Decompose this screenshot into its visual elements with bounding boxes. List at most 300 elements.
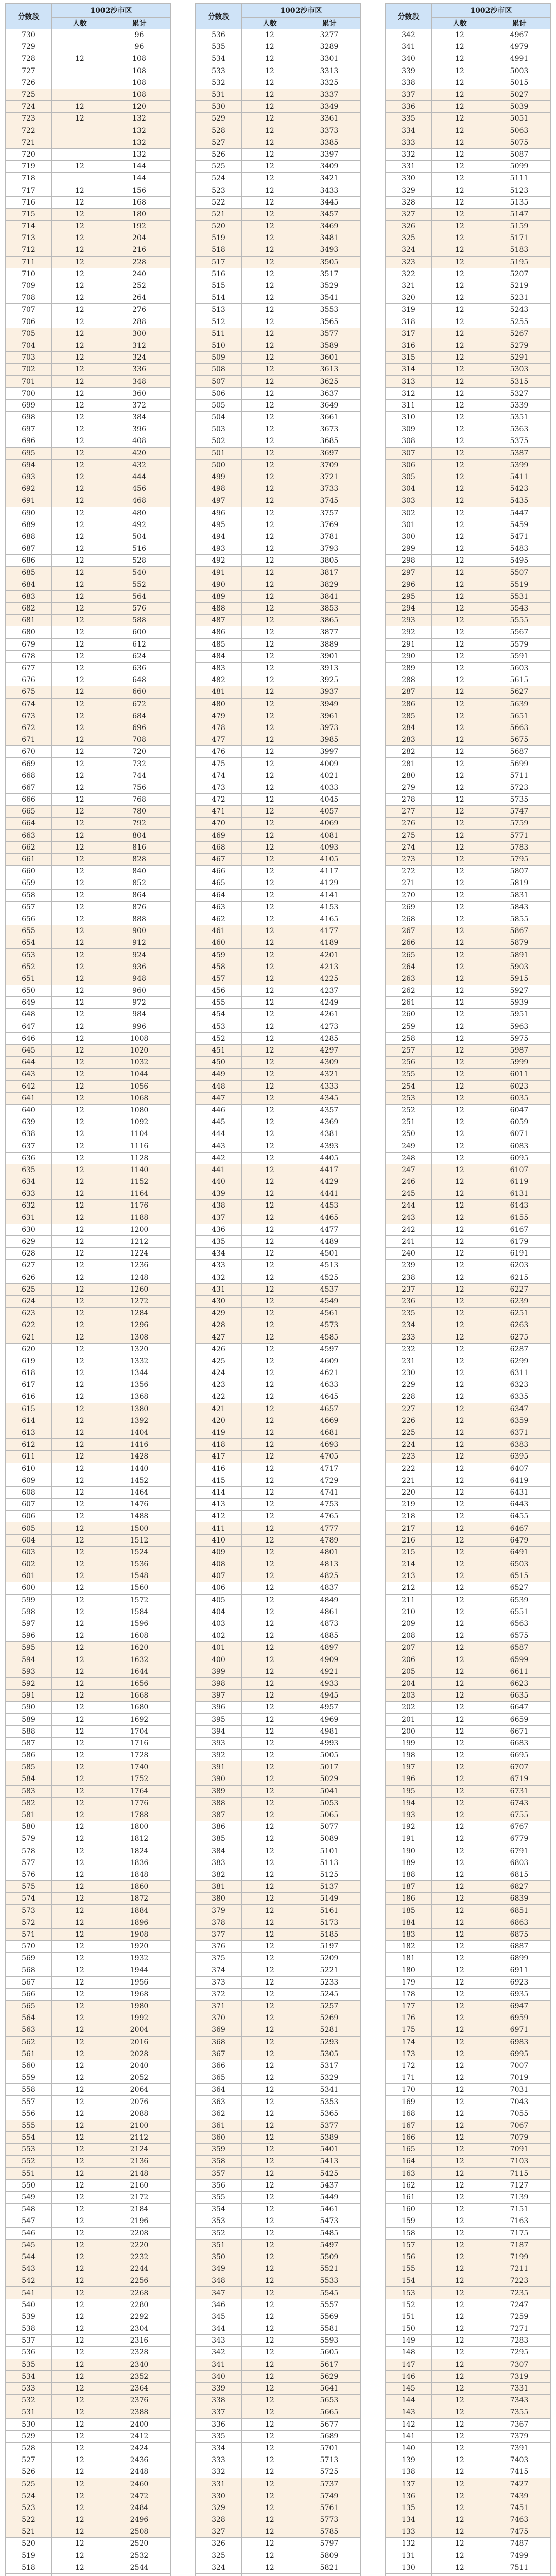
cumulative-cell: 1668 xyxy=(108,1690,171,1702)
count-cell: 12 xyxy=(241,1212,298,1224)
cumulative-cell: 1500 xyxy=(108,1522,171,1534)
cumulative-cell: 5735 xyxy=(488,794,551,806)
score-cell: 495 xyxy=(196,519,242,531)
score-cell: 446 xyxy=(196,1104,242,1116)
count-cell: 12 xyxy=(51,244,108,256)
count-cell: 12 xyxy=(51,997,108,1009)
score-cell: 428 xyxy=(196,1319,242,1331)
count-cell: 12 xyxy=(51,1176,108,1188)
score-cell: 406 xyxy=(196,1582,242,1594)
count-cell: 12 xyxy=(241,1486,298,1498)
score-cell: 706 xyxy=(6,316,52,328)
score-cell: 326 xyxy=(386,221,432,232)
cumulative-cell: 5737 xyxy=(298,2478,361,2490)
count-cell: 12 xyxy=(431,1272,488,1283)
table-row xyxy=(6,399,171,411)
table-row xyxy=(386,782,551,793)
table-row xyxy=(196,949,361,961)
cumulative-cell: 1644 xyxy=(108,1666,171,1677)
score-cell: 275 xyxy=(386,829,432,841)
cumulative-cell: 5113 xyxy=(298,1857,361,1869)
table-row xyxy=(6,1128,171,1140)
cumulative-cell: 5125 xyxy=(298,1869,361,1880)
count-cell: 12 xyxy=(241,2514,298,2526)
score-cell: 626 xyxy=(6,1272,52,1283)
score-cell: 212 xyxy=(386,1582,432,1594)
table-row xyxy=(196,364,361,376)
table-row xyxy=(6,1737,171,1749)
cumulative-cell: 600 xyxy=(108,626,171,638)
score-cell: 708 xyxy=(6,292,52,304)
cumulative-cell: 3421 xyxy=(298,173,361,184)
score-cell: 461 xyxy=(196,925,242,937)
count-cell: 12 xyxy=(51,925,108,937)
cumulative-cell: 5557 xyxy=(298,2299,361,2311)
count-cell: 12 xyxy=(431,137,488,148)
cumulative-cell: 3541 xyxy=(298,292,361,304)
score-cell: 469 xyxy=(196,829,242,841)
table-row xyxy=(196,2239,361,2251)
count-cell: 12 xyxy=(51,1032,108,1044)
table-row xyxy=(196,399,361,411)
score-cell: 673 xyxy=(6,710,52,722)
score-cell: 643 xyxy=(6,1069,52,1080)
count-cell: 12 xyxy=(241,985,298,997)
cumulative-cell: 6131 xyxy=(488,1188,551,1200)
table-row xyxy=(386,626,551,638)
table-row xyxy=(6,1104,171,1116)
cumulative-cell: 3745 xyxy=(298,495,361,507)
count-cell: 12 xyxy=(431,985,488,997)
score-cell: 629 xyxy=(6,1235,52,1247)
cumulative-cell: 6275 xyxy=(488,1331,551,1343)
count-cell: 12 xyxy=(51,1666,108,1677)
count-cell: 12 xyxy=(51,1761,108,1773)
score-cell: 382 xyxy=(196,1869,242,1880)
score-cell: 190 xyxy=(386,1845,432,1857)
cumulative-cell: 3613 xyxy=(298,364,361,376)
table-row xyxy=(6,2466,171,2478)
cumulative-cell: 6263 xyxy=(488,1319,551,1331)
table-row xyxy=(196,746,361,758)
count-cell: 12 xyxy=(431,483,488,495)
score-cell: 493 xyxy=(196,543,242,555)
cumulative-cell: 6239 xyxy=(488,1295,551,1307)
score-cell: 661 xyxy=(6,853,52,865)
score-cell: 211 xyxy=(386,1594,432,1606)
table-row xyxy=(6,686,171,698)
table-row xyxy=(6,985,171,997)
cumulative-cell: 5365 xyxy=(298,2108,361,2120)
count-cell: 12 xyxy=(241,1737,298,1749)
count-cell: 12 xyxy=(241,1367,298,1379)
table-row xyxy=(196,1164,361,1176)
count-cell: 12 xyxy=(241,2108,298,2120)
cumulative-cell: 6335 xyxy=(488,1391,551,1403)
count-cell: 12 xyxy=(431,877,488,889)
count-cell: 12 xyxy=(241,722,298,734)
cumulative-cell: 4681 xyxy=(298,1427,361,1438)
count-cell: 12 xyxy=(51,280,108,292)
count-cell: 12 xyxy=(241,280,298,292)
score-cell: 256 xyxy=(386,1057,432,1069)
count-cell: 12 xyxy=(431,2490,488,2502)
score-cell: 371 xyxy=(196,2000,242,2012)
cumulative-cell: 6143 xyxy=(488,1200,551,1212)
cumulative-cell: 972 xyxy=(108,997,171,1009)
table-row xyxy=(6,913,171,925)
score-cell: 135 xyxy=(386,2502,432,2514)
count-cell: 12 xyxy=(241,889,298,901)
count-cell: 12 xyxy=(51,734,108,746)
score-cell: 289 xyxy=(386,662,432,674)
count-cell: 12 xyxy=(241,2060,298,2072)
count-cell: 12 xyxy=(241,2323,298,2335)
score-cell: 307 xyxy=(386,447,432,459)
cumulative-cell: 6023 xyxy=(488,1080,551,1092)
count-cell: 12 xyxy=(431,794,488,806)
table-row xyxy=(6,2478,171,2490)
count-cell: 12 xyxy=(51,1427,108,1438)
cumulative-cell: 3721 xyxy=(298,471,361,483)
table-row xyxy=(6,137,171,148)
cumulative-cell: 4945 xyxy=(298,1690,361,1702)
table-row xyxy=(196,2012,361,2024)
table-row xyxy=(196,1821,361,1833)
cumulative-cell: 5627 xyxy=(488,686,551,698)
score-cell: 333 xyxy=(196,2454,242,2466)
count-cell: 12 xyxy=(51,698,108,710)
score-cell: 229 xyxy=(386,1379,432,1391)
count-cell: 12 xyxy=(241,471,298,483)
score-cell: 194 xyxy=(386,1797,432,1809)
cumulative-cell: 132 xyxy=(108,125,171,137)
cumulative-cell: 132 xyxy=(108,113,171,125)
score-cell: 331 xyxy=(386,161,432,173)
cumulative-cell: 5497 xyxy=(298,2239,361,2251)
table-row xyxy=(386,2000,551,2012)
table-row xyxy=(6,1451,171,1463)
count-cell: 12 xyxy=(431,626,488,638)
table-row xyxy=(6,328,171,340)
table-row xyxy=(6,268,171,280)
score-cell: 514 xyxy=(196,292,242,304)
table-row xyxy=(386,1200,551,1212)
score-cell: 527 xyxy=(6,2454,52,2466)
cumulative-cell: 1476 xyxy=(108,1499,171,1511)
table-row xyxy=(386,2287,551,2299)
table-row xyxy=(386,459,551,471)
count-cell: 12 xyxy=(51,2167,108,2179)
score-cell: 724 xyxy=(6,101,52,113)
count-cell: 12 xyxy=(51,2239,108,2251)
cumulative-cell: 2196 xyxy=(108,2215,171,2227)
cumulative-cell: 5605 xyxy=(298,2347,361,2359)
score-cell: 277 xyxy=(386,806,432,818)
score-cell: 210 xyxy=(386,1606,432,1618)
cumulative-cell: 1128 xyxy=(108,1152,171,1164)
table-row xyxy=(6,292,171,304)
count-cell: 12 xyxy=(241,232,298,244)
count-cell: 12 xyxy=(51,1044,108,1056)
score-cell: 385 xyxy=(196,1833,242,1845)
count-cell: 12 xyxy=(51,961,108,973)
cumulative-cell: 5449 xyxy=(298,2191,361,2203)
cumulative-cell: 4921 xyxy=(298,1666,361,1677)
score-cell: 529 xyxy=(6,2430,52,2442)
cumulative-cell: 1056 xyxy=(108,1080,171,1092)
cumulative-cell: 5615 xyxy=(488,674,551,686)
score-cell: 447 xyxy=(196,1092,242,1104)
cumulative-cell: 5147 xyxy=(488,208,551,220)
table-row xyxy=(196,2287,361,2299)
score-cell: 329 xyxy=(196,2502,242,2514)
count-cell: 12 xyxy=(431,1188,488,1200)
count-cell: 12 xyxy=(241,2227,298,2239)
table-row xyxy=(196,208,361,220)
count-cell: 12 xyxy=(241,603,298,615)
score-cell: 685 xyxy=(6,567,52,579)
cumulative-cell: 5041 xyxy=(298,1785,361,1797)
cumulative-cell: 6371 xyxy=(488,1427,551,1438)
cumulative-cell: 5543 xyxy=(488,603,551,615)
count-cell: 12 xyxy=(51,161,108,173)
score-cell: 416 xyxy=(196,1463,242,1475)
table-row xyxy=(196,1666,361,1677)
table-row xyxy=(6,387,171,399)
table-row xyxy=(196,1439,361,1451)
table-row xyxy=(196,1379,361,1391)
cumulative-cell: 4789 xyxy=(298,1534,361,1546)
cumulative-cell: 1992 xyxy=(108,2012,171,2024)
count-cell: 12 xyxy=(51,1964,108,1976)
table-row xyxy=(196,1558,361,1570)
table-row xyxy=(196,507,361,519)
count-cell: 12 xyxy=(241,626,298,638)
table-row xyxy=(386,543,551,555)
count-cell: 12 xyxy=(241,1654,298,1666)
score-cell: 368 xyxy=(196,2036,242,2048)
cumulative-cell: 3409 xyxy=(298,161,361,173)
score-cell: 330 xyxy=(196,2490,242,2502)
count-cell: 12 xyxy=(431,292,488,304)
score-cell xyxy=(6,2573,52,2576)
count-cell: 12 xyxy=(51,2382,108,2394)
cumulative-cell: 6755 xyxy=(488,1809,551,1821)
score-cell: 484 xyxy=(196,650,242,662)
table-row xyxy=(196,268,361,280)
cumulative-cell: 1548 xyxy=(108,1570,171,1582)
count-cell: 12 xyxy=(431,364,488,376)
cumulative-cell: 5629 xyxy=(298,2370,361,2382)
table-row xyxy=(6,1558,171,1570)
score-cell: 227 xyxy=(386,1403,432,1415)
cumulative-cell: 4561 xyxy=(298,1308,361,1319)
count-cell: 12 xyxy=(51,1152,108,1164)
cumulative-cell: 2436 xyxy=(108,2454,171,2466)
count-cell: 12 xyxy=(431,352,488,364)
cumulative-cell: 5927 xyxy=(488,985,551,997)
cumulative-cell: 6047 xyxy=(488,1104,551,1116)
table-row xyxy=(386,2382,551,2394)
count-cell: 12 xyxy=(241,1750,298,1761)
count-cell: 12 xyxy=(241,2370,298,2382)
cumulative-cell: 2460 xyxy=(108,2478,171,2490)
count-cell: 12 xyxy=(51,2275,108,2287)
cumulative-cell: 4597 xyxy=(298,1343,361,1355)
cumulative-cell: 132 xyxy=(108,137,171,148)
count-cell: 12 xyxy=(431,1355,488,1367)
score-cell: 662 xyxy=(6,841,52,853)
table-row xyxy=(6,1654,171,1666)
cumulative-cell: 7211 xyxy=(488,2263,551,2275)
score-cell: 630 xyxy=(6,1224,52,1235)
count-cell: 12 xyxy=(51,1534,108,1546)
table-row xyxy=(196,603,361,615)
score-cell: 694 xyxy=(6,459,52,471)
score-cell: 221 xyxy=(386,1475,432,1486)
score-cell: 170 xyxy=(386,2084,432,2096)
score-cell: 159 xyxy=(386,2215,432,2227)
cumulative-cell: 5315 xyxy=(488,376,551,387)
cumulative-cell: 6311 xyxy=(488,1367,551,1379)
table-row xyxy=(386,937,551,949)
table-row xyxy=(196,1642,361,1654)
cumulative-cell: 7259 xyxy=(488,2311,551,2323)
table-row xyxy=(6,877,171,889)
score-cell: 606 xyxy=(6,1511,52,1522)
score-cell: 393 xyxy=(196,1737,242,1749)
cumulative-cell: 3517 xyxy=(298,268,361,280)
score-cell: 691 xyxy=(6,495,52,507)
score-cell: 381 xyxy=(196,1881,242,1893)
count-cell: 12 xyxy=(51,412,108,423)
count-cell: 12 xyxy=(431,244,488,256)
count-cell: 12 xyxy=(51,1235,108,1247)
score-cell: 314 xyxy=(386,364,432,376)
cumulative-cell: 5185 xyxy=(298,1928,361,1940)
count-cell: 12 xyxy=(241,1403,298,1415)
score-cell: 549 xyxy=(6,2191,52,2203)
cumulative-cell: 1452 xyxy=(108,1475,171,1486)
table-row xyxy=(386,1630,551,1642)
table-row xyxy=(196,232,361,244)
cumulative-cell: 1740 xyxy=(108,1761,171,1773)
count-cell xyxy=(51,148,108,160)
score-cell: 531 xyxy=(6,2406,52,2418)
count-cell: 12 xyxy=(431,1522,488,1534)
table-row xyxy=(6,1785,171,1797)
table-row xyxy=(6,829,171,841)
count-cell: 12 xyxy=(51,2299,108,2311)
table-row xyxy=(196,722,361,734)
score-cell: 674 xyxy=(6,698,52,710)
cumulative-cell: 3277 xyxy=(298,29,361,41)
count-cell: 12 xyxy=(51,818,108,829)
cumulative-cell: 4105 xyxy=(298,853,361,865)
cumulative-cell: 3337 xyxy=(298,89,361,100)
count-cell: 12 xyxy=(51,1677,108,1689)
cumulative-cell: 6431 xyxy=(488,1486,551,1498)
cumulative-cell: 4009 xyxy=(298,758,361,770)
score-cell: 247 xyxy=(386,1164,432,1176)
table-row xyxy=(6,1200,171,1212)
score-cell: 419 xyxy=(196,1427,242,1438)
table-row xyxy=(386,2323,551,2335)
cumulative-cell: 2328 xyxy=(108,2347,171,2359)
score-cell: 621 xyxy=(6,1331,52,1343)
score-cell: 162 xyxy=(386,2179,432,2191)
count-cell: 12 xyxy=(431,1486,488,1498)
cumulative-cell: 3433 xyxy=(298,184,361,196)
score-cell: 718 xyxy=(6,173,52,184)
table-row xyxy=(386,2514,551,2526)
cumulative-cell: 312 xyxy=(108,340,171,351)
table-row xyxy=(196,734,361,746)
score-cell: 669 xyxy=(6,758,52,770)
score-cell: 665 xyxy=(6,806,52,818)
score-cell: 209 xyxy=(386,1618,432,1630)
cumulative-cell: 6695 xyxy=(488,1750,551,1761)
count-cell: 12 xyxy=(241,1964,298,1976)
table-row xyxy=(386,495,551,507)
table-row xyxy=(386,2466,551,2478)
score-cell: 676 xyxy=(6,674,52,686)
count-cell: 12 xyxy=(51,2108,108,2120)
score-cell: 507 xyxy=(196,376,242,387)
count-cell: 12 xyxy=(51,1941,108,1953)
table-row xyxy=(6,1845,171,1857)
table-row xyxy=(6,1594,171,1606)
score-cell: 334 xyxy=(196,2442,242,2454)
cumulative-cell: 156 xyxy=(108,184,171,196)
cumulative-cell: 6947 xyxy=(488,2000,551,2012)
count-cell: 12 xyxy=(241,184,298,196)
score-cell: 579 xyxy=(6,1833,52,1845)
score-cell: 405 xyxy=(196,1594,242,1606)
table-row xyxy=(6,1893,171,1905)
cumulative-cell: 5005 xyxy=(298,1750,361,1761)
table-row xyxy=(6,1295,171,1307)
table-row xyxy=(6,1941,171,1953)
table-row xyxy=(386,1439,551,1451)
cumulative-cell: 6623 xyxy=(488,1677,551,1689)
table-row xyxy=(196,1630,361,1642)
table-row xyxy=(6,1140,171,1152)
count-cell: 12 xyxy=(51,2538,108,2550)
score-cell: 358 xyxy=(196,2156,242,2167)
cumulative-cell: 768 xyxy=(108,794,171,806)
cumulative-cell: 5375 xyxy=(488,435,551,447)
cumulative-cell: 1524 xyxy=(108,1546,171,1558)
count-cell: 12 xyxy=(241,519,298,531)
cumulative-cell: 6875 xyxy=(488,1928,551,1940)
table-row xyxy=(196,853,361,865)
cumulative-cell: 4729 xyxy=(298,1475,361,1486)
table-row xyxy=(196,961,361,973)
table-row xyxy=(6,2215,171,2227)
count-cell: 12 xyxy=(51,2263,108,2275)
cumulative-cell: 3301 xyxy=(298,53,361,65)
score-cell: 522 xyxy=(196,196,242,208)
cumulative-cell: 4429 xyxy=(298,1176,361,1188)
cumulative-cell: 7415 xyxy=(488,2466,551,2478)
table-row xyxy=(196,1104,361,1116)
cumulative-cell: 5063 xyxy=(488,125,551,137)
table-row xyxy=(196,2406,361,2418)
cumulative-cell: 5053 xyxy=(298,1797,361,1809)
table-row xyxy=(386,1152,551,1164)
